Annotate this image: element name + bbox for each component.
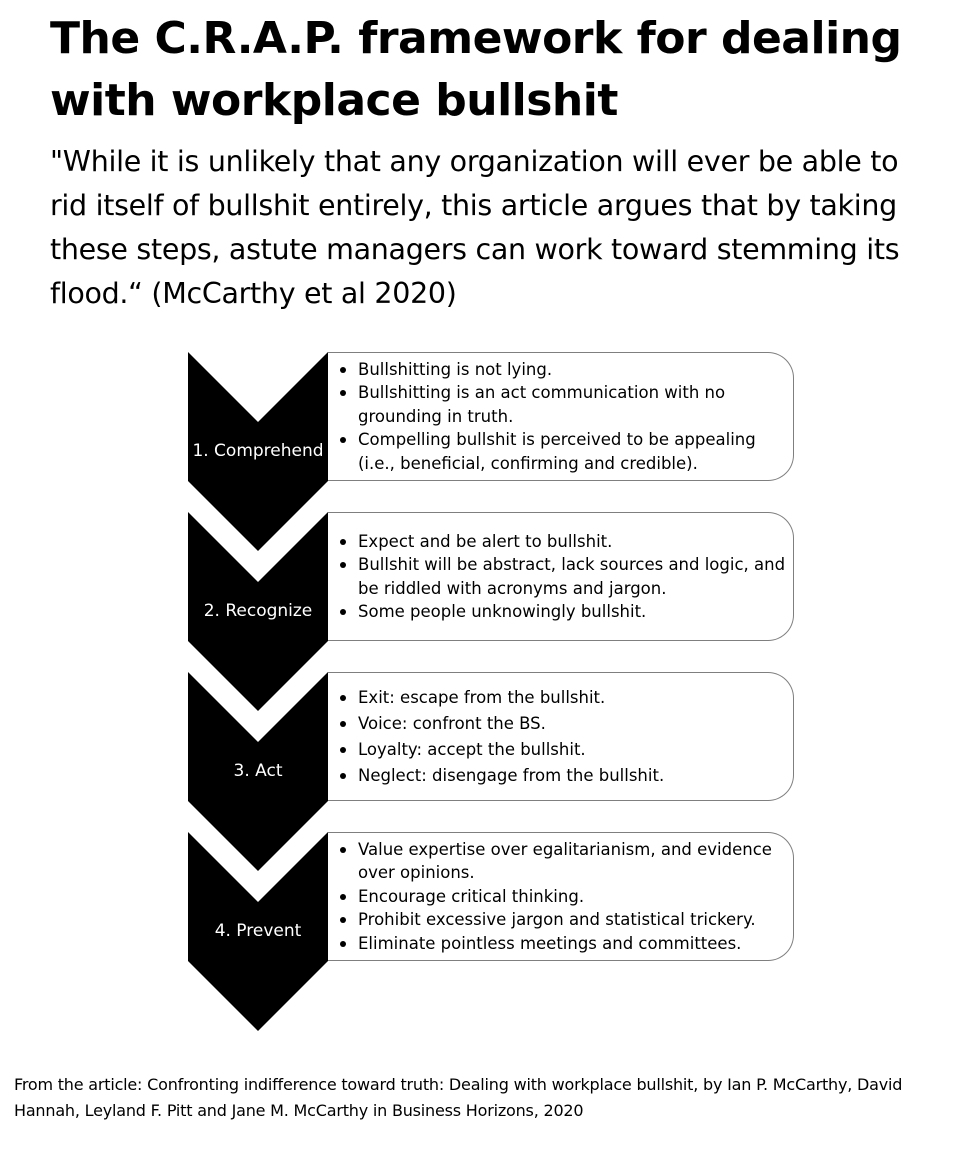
bullet-item: Encourage critical thinking. <box>338 885 787 909</box>
bullet-item: Bullshitting is not lying. <box>338 358 787 382</box>
bullet-item: Neglect: disengage from the bullshit. <box>338 764 664 788</box>
step-box-comprehend <box>328 352 794 481</box>
bullet-item: Loyalty: accept the bullshit. <box>338 738 664 762</box>
bullet-item: Prohibit excessive jargon and statistical trickery. <box>338 908 787 932</box>
step-label-recognize: 2. Recognize <box>203 601 313 621</box>
step-box-recognize <box>328 512 794 641</box>
bullet-item: Exit: escape from the bullshit. <box>338 686 664 710</box>
bullet-item: Eliminate pointless meetings and committees. <box>338 932 787 956</box>
bullet-item: Some people unknowingly bullshit. <box>338 600 787 624</box>
step-box-act <box>328 672 794 801</box>
bullet-list <box>338 530 787 624</box>
step-label-prevent: 4. Prevent <box>214 921 302 941</box>
source-caption: From the article: Confronting indifference toward truth: Dealing with workplace bullshit, by Ian P. McCarthy, David Hannah, Leyland F. Pitt and Jane M. McCarthy in Business Horizons, 2020 <box>14 1075 903 1120</box>
bullet-item: Compelling bullshit is perceived to be appealing (i.e., beneficial, confirming and credible). <box>338 428 787 475</box>
bullet-item: Value expertise over egalitarianism, and evidence over opinions. <box>338 838 787 885</box>
bullet-item: Voice: confront the BS. <box>338 712 664 736</box>
bullet-list <box>338 358 787 476</box>
bullet-item: Bullshitting is an act communication with no grounding in truth. <box>338 381 787 428</box>
bullet-list <box>338 683 664 790</box>
bullet-item: Bullshit will be abstract, lack sources and logic, and be riddled with acronyms and jargon. <box>338 553 787 600</box>
page-title: The C.R.A.P. framework for dealing with workplace bullshit <box>50 13 902 126</box>
step-box-prevent <box>328 832 794 961</box>
step-label-comprehend: 1. Comprehend <box>192 441 324 461</box>
bullet-list <box>338 838 787 956</box>
step-label-act: 3. Act <box>233 761 283 781</box>
bullet-item: Expect and be alert to bullshit. <box>338 530 787 554</box>
intro-quote: "While it is unlikely that any organization will ever be able to rid itself of bullshit entirely, this article argues that by taking these steps, astute managers can work toward stemming its flood.“ (McCarthy et al 2020) <box>50 145 900 310</box>
